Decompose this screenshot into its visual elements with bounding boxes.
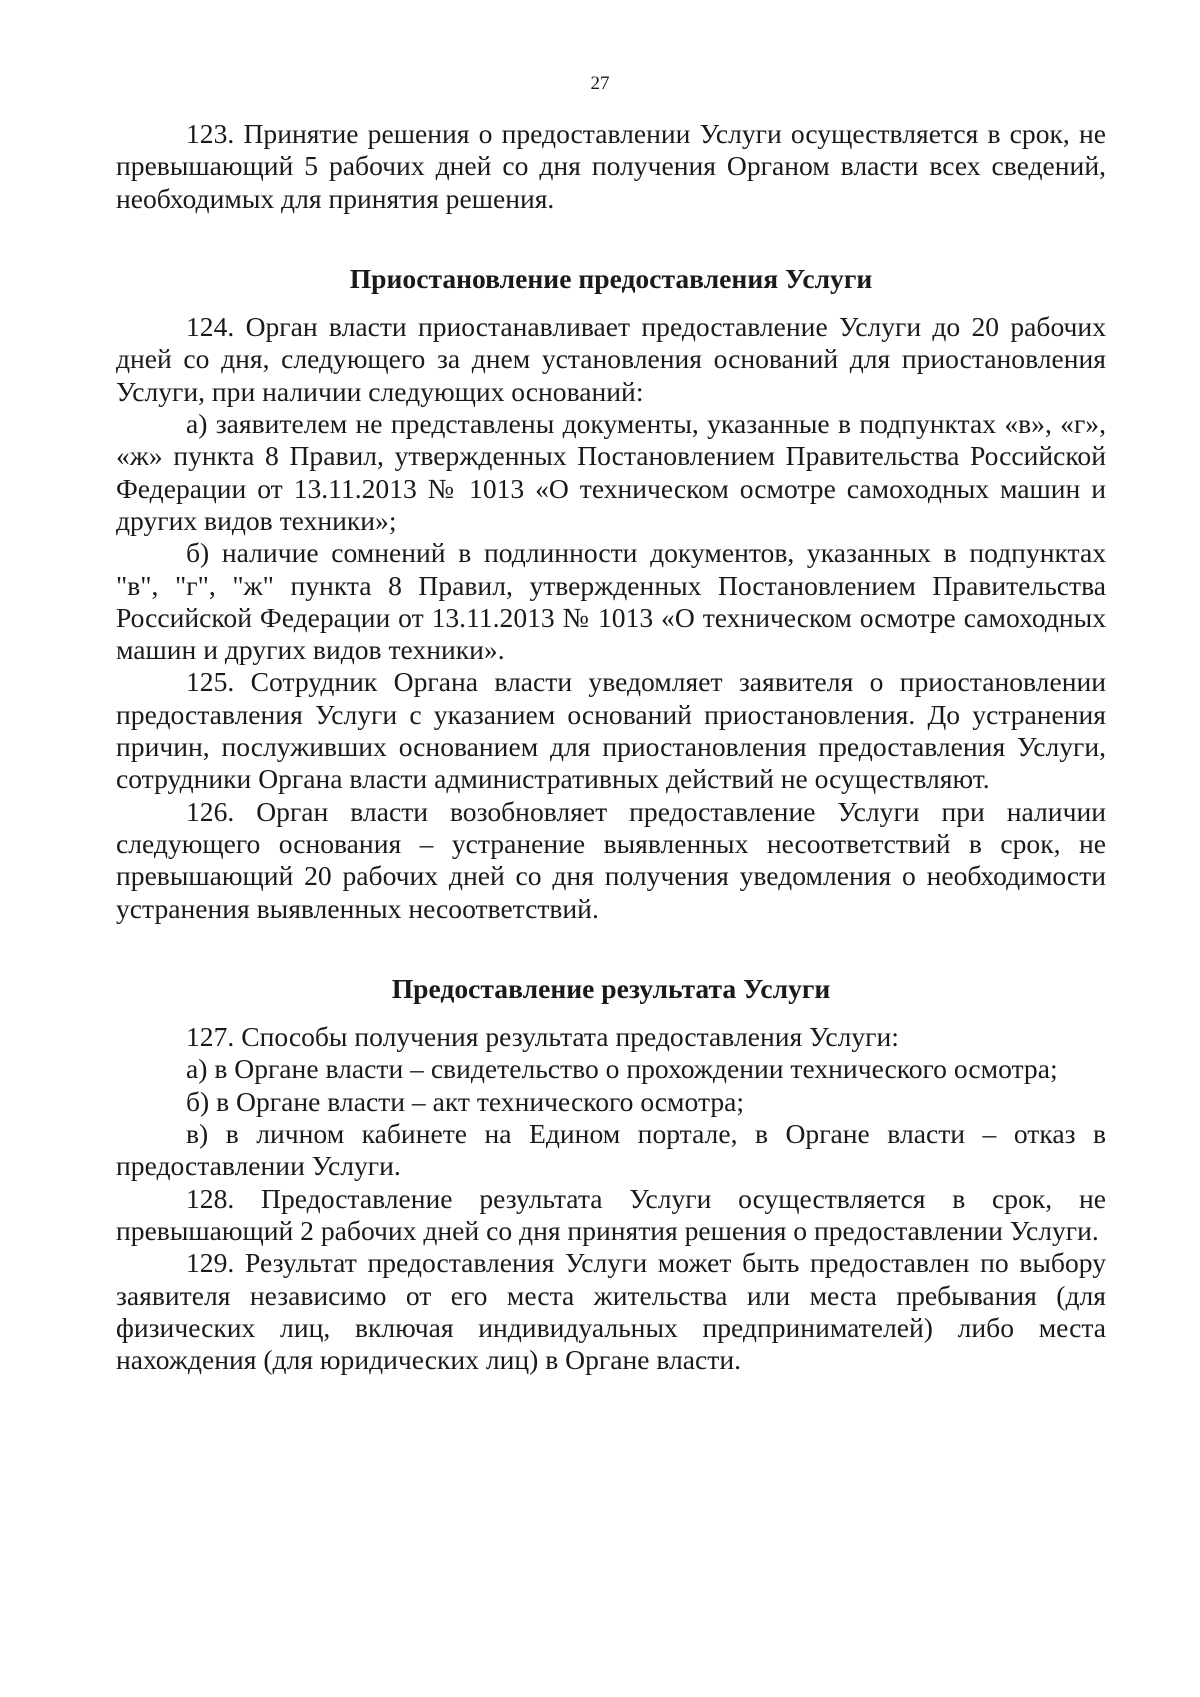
paragraph-126: 126. Орган власти возобновляет предоставление Услуги при наличии следующего основания – устранение выявленных несоответствий в срок, не превышающий 20 рабочих дней со дня получения уведомления о необходимости устранения выявленных несоответствий. (116, 795, 1106, 924)
paragraph-128: 128. Предоставление результата Услуги осуществляется в срок, не превышающий 2 рабочих дней со дня принятия решения о предоставлении Услуги. (116, 1182, 1106, 1246)
paragraph-127-a: а) в Органе власти – свидетельство о прохождении технического осмотра; (186, 1053, 1058, 1085)
paragraph-127-v: в) в личном кабинете на Едином портале, в Органе власти – отказ в предоставлении Услуги. (116, 1118, 1106, 1182)
section-heading-result: Предоставление результата Услуги (391, 972, 831, 1004)
paragraph-124-a: а) заявителем не представлены документы, указанные в подпунктах «в», «г», «ж» пункта 8 Правил, утвержденных Постановлением Правительства Российской Федерации от 13.11.2013 № 1013 «О техническом осмотре самоходных машин и других видов техники»; (116, 408, 1106, 536)
paragraph-124-b: б) наличие сомнений в подлинности документов, указанных в подпунктах "в", "г", "ж" пункта 8 Правил, утвержденных Постановлением Правительства Российской Федерации от 13.11.2013 № 1013 «О техническом осмотре самоходных машин и других видов техники». (116, 537, 1106, 666)
section-heading-suspension: Приостановление предоставления Услуги (349, 262, 873, 294)
paragraph-125: 125. Сотрудник Органа власти уведомляет заявителя о приостановлении предоставления Услуги с указанием оснований приостановления. До устранения причин, послуживших основанием для приостановления предоставления Услуги, сотрудники Органа власти административных действий не осуществляют. (116, 666, 1106, 795)
paragraph-124: 124. Орган власти приостанавливает предоставление Услуги до 20 рабочих дней со дня, следующего за днем установления оснований для приостановления Услуги, при наличии следующих оснований: (116, 311, 1106, 407)
paragraph-127: 127. Способы получения результата предоставления Услуги: (186, 1021, 899, 1053)
paragraph-127-b: б) в Органе власти – акт технического осмотра; (186, 1085, 745, 1117)
paragraph-123: 123. Принятие решения о предоставлении Услуги осуществляется в срок, не превышающий 5 рабочих дней со дня получения Органом власти всех сведений, необходимых для принятия решения. (116, 118, 1106, 214)
paragraph-129: 129. Результат предоставления Услуги может быть предоставлен по выбору заявителя независимо от его места жительства или места пребывания (для физических лиц, включая индивидуальных предпринимателей) либо места нахождения (для юридических лиц) в Органе власти. (116, 1247, 1106, 1376)
document-body (116, 118, 1106, 1376)
page-number: 27 (590, 73, 610, 94)
